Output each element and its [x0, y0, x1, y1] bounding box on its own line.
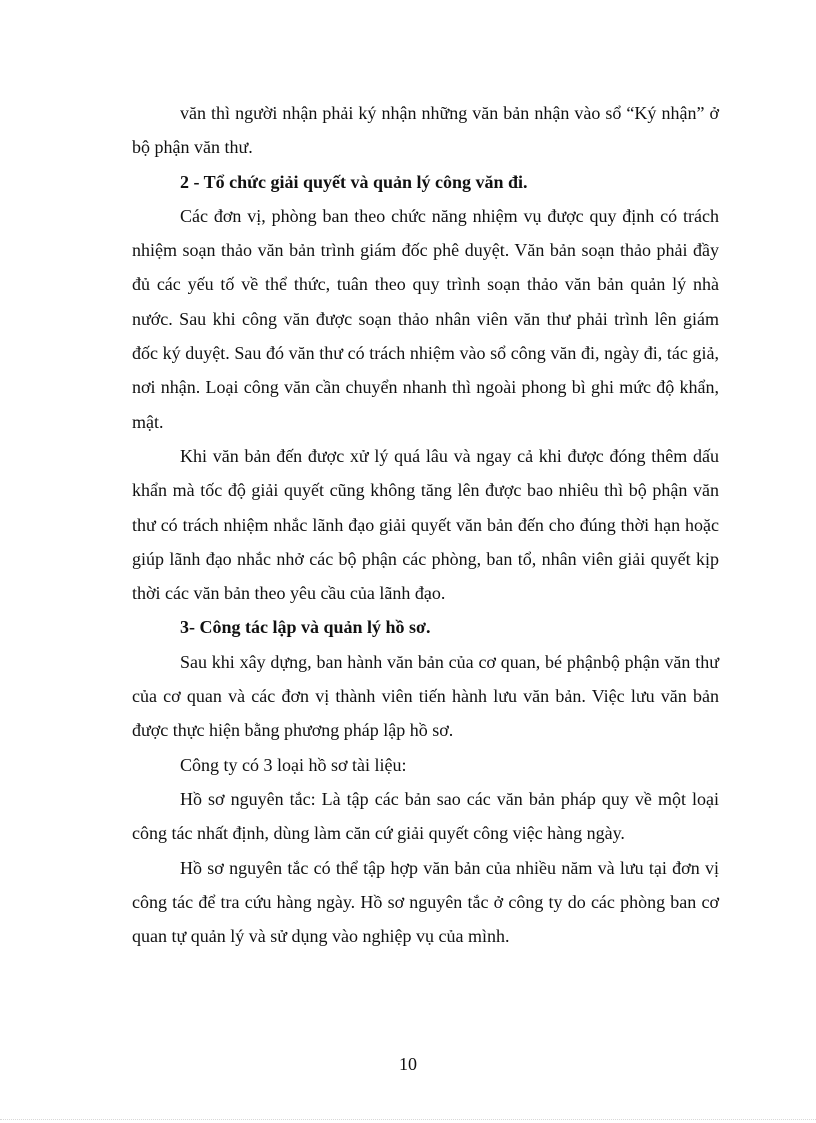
paragraph: Các đơn vị, phòng ban theo chức năng nhiệm vụ được quy định có trách nhiệm soạn thảo văn bản trình giám đốc phê duyệt. Văn bản soạn thảo phải đầy đủ các yếu tố về thể thức, tuân theo quy trình soạn thảo văn bản quản lý nhà nước. Sau khi công văn được soạn thảo nhân viên văn thư phải trình lên giám đốc ký duyệt. Sau đó văn thư có trách nhiệm vào sổ công văn đi, ngày đi, tác giả, nơi nhận. Loại công văn cần chuyển nhanh thì ngoài phong bì ghi mức độ khẩn, mật. [132, 205, 719, 432]
page-number: 10 [399, 1054, 417, 1074]
paragraph: Sau khi xây dựng, ban hành văn bản của cơ quan, bé phậnbộ phận văn thư của cơ quan và các đơn vị thành viên tiến hành lưu văn bản. Việc lưu văn bản được thực hiện bằng phương pháp lập hồ sơ. [132, 651, 719, 741]
section-heading-3: 3- Công tác lập và quản lý hồ sơ. [180, 617, 431, 638]
paragraph: Hồ sơ nguyên tắc: Là tập các bản sao các văn bản pháp quy về một loại công tác nhất định, dùng làm căn cứ giải quyết công việc hàng ngày. [132, 788, 719, 844]
document-body [132, 96, 719, 953]
paragraph: Công ty có 3 loại hồ sơ tài liệu: [180, 754, 407, 775]
paragraph-continuation: văn thì người nhận phải ký nhận những văn bản nhận vào sổ “Ký nhận” ở bộ phận văn thư. [132, 103, 719, 158]
paragraph: Khi văn bản đến được xử lý quá lâu và ngay cả khi được đóng thêm dấu khẩn mà tốc độ giải quyết cũng không tăng lên được bao nhiêu thì bộ phận văn thư có trách nhiệm nhắc lãnh đạo giải quyết văn bản đến cho đúng thời hạn hoặc giúp lãnh đạo nhắc nhở các bộ phận các phòng, ban tổ, nhân viên giải quyết kịp thời các văn bản theo yêu cầu của lãnh đạo. [132, 445, 719, 604]
paragraph: Hồ sơ nguyên tắc có thể tập hợp văn bản của nhiều năm và lưu tại đơn vị công tác để tra cứu hàng ngày. Hồ sơ nguyên tắc ở công ty do các phòng ban cơ quan tự quản lý và sử dụng vào nghiệp vụ của mình. [132, 857, 719, 947]
section-heading-2: 2 - Tổ chức giải quyết và quản lý công văn đi. [180, 171, 528, 192]
page-bottom-divider [0, 1119, 816, 1120]
